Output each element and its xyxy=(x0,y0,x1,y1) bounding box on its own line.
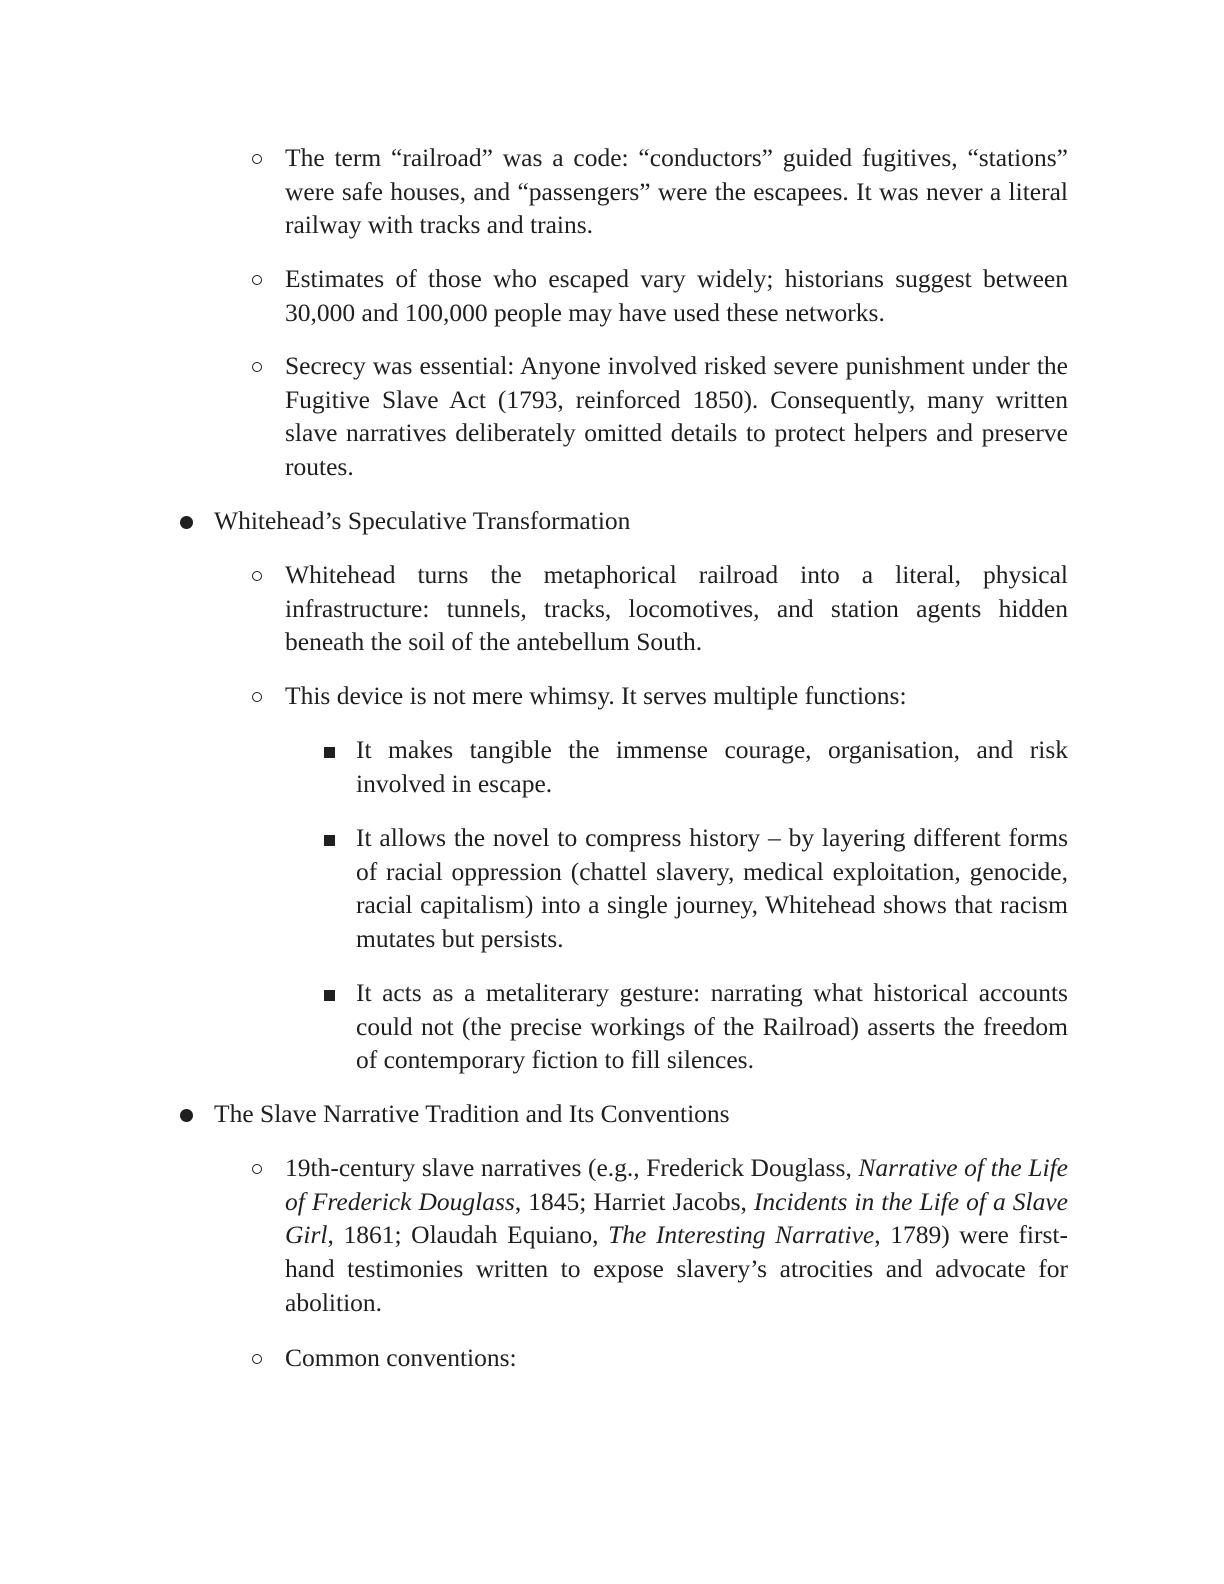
circle-bullet-icon xyxy=(252,1354,262,1364)
list-item xyxy=(285,1151,1068,1320)
list-item: This device is not mere whimsy. It serves multiple functions: xyxy=(285,681,907,710)
disc-bullet-icon xyxy=(180,1109,193,1122)
list-item: It allows the novel to compress history – by layering different forms of racial oppression (chattel slavery, medical exploitation, genocide, racial capitalism) into a single journey, Whitehead shows that racism mutates but persists. xyxy=(356,823,1068,954)
circle-bullet-icon xyxy=(252,362,262,372)
list-item: Secrecy was essential: Anyone involved risked severe punishment under the Fugitive Slave Act (1793, reinforced 1850). Consequently, many written slave narratives deliberately omitted details to protect helpers and preserve routes. xyxy=(285,351,1068,482)
book-title: Incidents in the Life of a Slave Girl xyxy=(285,1186,1068,1250)
square-bullet-icon xyxy=(324,835,335,846)
list-item: The term “railroad” was a code: “conductors” guided fugitives, “stations” were safe houses, and “passengers” were the escapees. It was never a literal railway with tracks and trains. xyxy=(285,143,1068,240)
list-item: Common conventions: xyxy=(285,1343,517,1372)
list-item: Estimates of those who escaped vary widely; historians suggest between 30,000 and 100,000 people may have used these networks. xyxy=(285,264,1068,327)
text-segment: , 1861; Olaudah Equiano, xyxy=(327,1220,609,1250)
circle-bullet-icon xyxy=(252,275,262,285)
square-bullet-icon xyxy=(324,990,335,1001)
circle-bullet-icon xyxy=(252,692,262,702)
text-segment: , 1845; Harriet Jacobs, xyxy=(514,1186,754,1216)
disc-bullet-icon xyxy=(180,516,193,529)
book-title: The Interesting Narrative xyxy=(608,1220,875,1250)
text-segment: 19th-century slave narratives (e.g., Frederick Douglass, xyxy=(285,1153,859,1182)
section-heading: Whitehead’s Speculative Transformation xyxy=(214,506,631,535)
book-title: Narrative of the Life of Frederick Douglass xyxy=(285,1153,1068,1216)
text-segment: , 1789) were first-hand testimonies written to expose slavery’s atrocities and advocate for abolition. xyxy=(285,1220,1068,1317)
circle-bullet-icon xyxy=(252,1164,262,1174)
section-heading: The Slave Narrative Tradition and Its Conventions xyxy=(214,1099,730,1128)
circle-bullet-icon xyxy=(252,154,262,164)
circle-bullet-icon xyxy=(252,571,262,581)
list-item: Whitehead turns the metaphorical railroad into a literal, physical infrastructure: tunnels, tracks, locomotives, and station agents hidden beneath the soil of the antebellum South. xyxy=(285,560,1068,657)
list-item: It makes tangible the immense courage, organisation, and risk involved in escape. xyxy=(356,735,1068,798)
list-item: It acts as a metaliterary gesture: narrating what historical accounts could not (the precise workings of the Railroad) asserts the freedom of contemporary fiction to fill silences. xyxy=(356,978,1068,1075)
square-bullet-icon xyxy=(324,747,335,758)
